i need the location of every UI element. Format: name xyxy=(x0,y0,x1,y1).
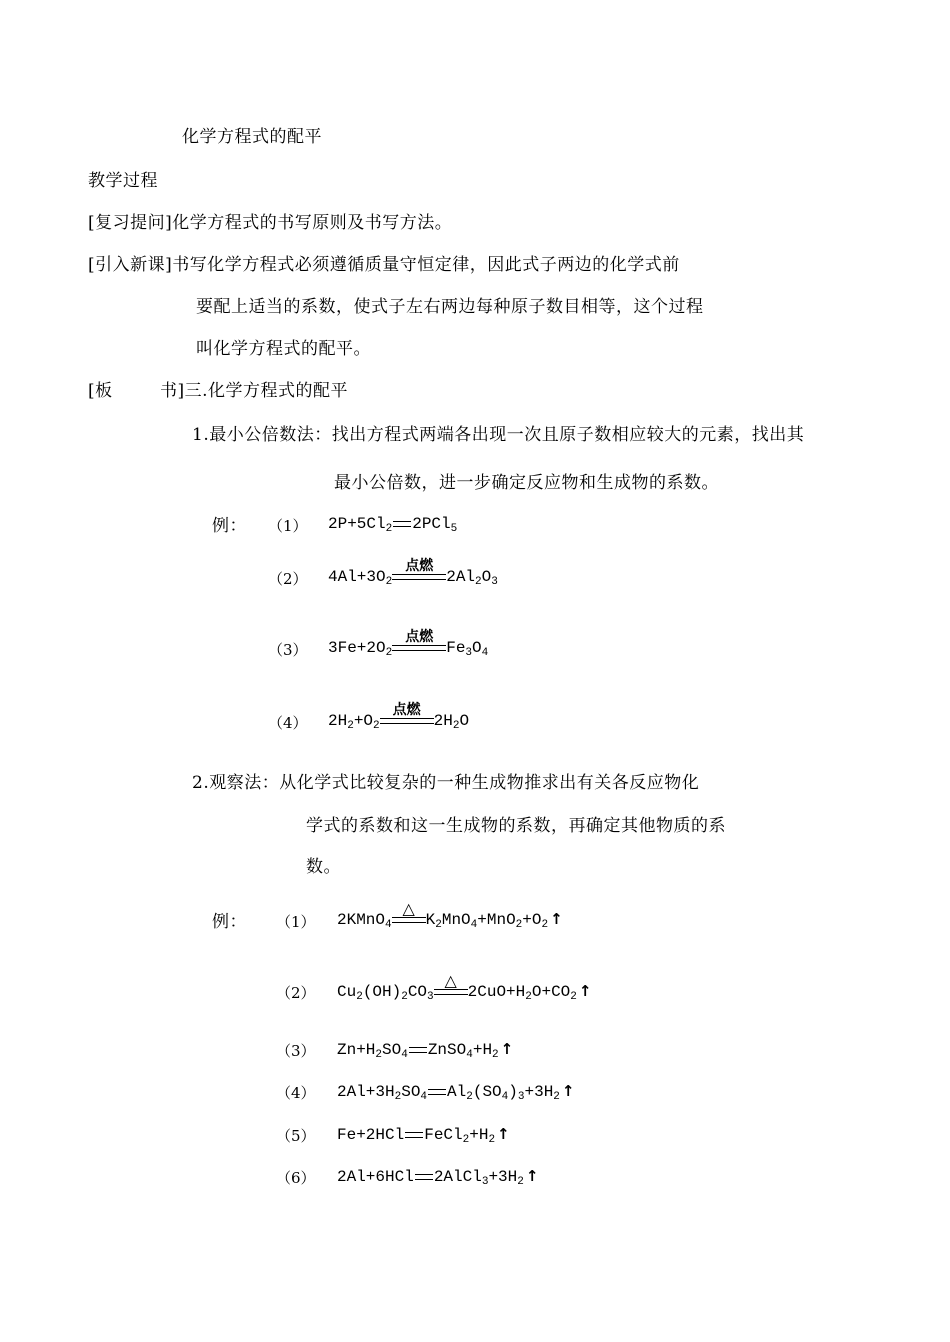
section-heading: 教学过程 xyxy=(88,171,158,191)
condition-label: 点燃 xyxy=(405,629,434,645)
review-question: [复习提问]化学方程式的书写原则及书写方法。 xyxy=(88,213,453,233)
gas-arrow-icon: ↑ xyxy=(550,910,563,928)
condition-label: 点燃 xyxy=(392,702,421,718)
method1-example-label: 例： xyxy=(212,516,247,536)
gas-arrow-icon: ↑ xyxy=(500,1040,514,1058)
method2-eq1-number: （1） xyxy=(276,913,316,931)
reaction-condition xyxy=(434,971,468,1003)
gas-arrow-icon: ↑ xyxy=(578,982,592,1000)
board-label-b: 书]三.化学方程式的配平 xyxy=(160,381,349,401)
intro-line-3: 叫化学方程式的配平。 xyxy=(196,339,371,359)
reaction-condition xyxy=(392,899,426,931)
gas-arrow-icon: ↑ xyxy=(525,1167,539,1185)
equals-sign xyxy=(428,1089,446,1095)
gas-arrow-icon: ↑ xyxy=(497,1125,510,1143)
method1-eq2-number: （2） xyxy=(268,570,308,588)
method1-eq3-number: （3） xyxy=(268,641,308,659)
method2-equation-5: Fe+2HCl $FeCl_2+H_2$ ↑ xyxy=(337,1125,510,1146)
reaction-condition xyxy=(392,629,446,659)
method2-line-1: 2.观察法：从化学式比较复杂的一种生成物推求出有关各反应物化 xyxy=(192,773,700,793)
method2-line-3: 数。 xyxy=(306,857,341,877)
heat-symbol: △ xyxy=(402,899,415,918)
method2-example-label: 例： xyxy=(212,912,247,932)
method2-eq2-number: （2） xyxy=(276,984,316,1002)
method2-equation-1: 2KMnO$_4$ △ $K_2MnO_4+MnO_2+O_2$ ↑ xyxy=(337,899,563,931)
method2-equation-4: $2Al+3H_2SO_4$ $Al_2(SO_4)_3+3H_2$ ↑ xyxy=(337,1082,575,1103)
intro-line-1: [引入新课]书写化学方程式必须遵循质量守恒定律，因此式子两边的化学式前 xyxy=(88,255,680,275)
method2-eq5-number: （5） xyxy=(276,1127,316,1145)
method1-line-1: 1.最小公倍数法：找出方程式两端各出现一次且原子数相应较大的元素，找出其 xyxy=(192,425,805,445)
page-title: 化学方程式的配平 xyxy=(182,127,322,147)
method1-eq4-number: （4） xyxy=(268,714,308,732)
gas-arrow-icon: ↑ xyxy=(561,1082,575,1100)
equals-sign xyxy=(415,1174,433,1180)
method1-equation-4: $2H_2+O_2$ 点燃 $2H_2O$ xyxy=(328,702,470,732)
method2-eq4-number: （4） xyxy=(276,1084,316,1102)
method2-eq3-number: （3） xyxy=(276,1042,316,1060)
method1-eq1-number: （1） xyxy=(268,517,308,535)
equals-sign xyxy=(409,1047,427,1053)
method2-equation-3: $Zn+H_2SO_4$ $ZnSO_4+H_2$ ↑ xyxy=(337,1040,514,1061)
reaction-condition xyxy=(380,702,434,732)
method2-equation-2: $Cu_2(OH)_2CO_3$ △ $2CuO+H_2O+CO_2$ ↑ xyxy=(337,971,592,1003)
reaction-condition xyxy=(392,558,446,588)
intro-line-2: 要配上适当的系数，使式子左右两边每种原子数目相等，这个过程 xyxy=(196,297,704,317)
heat-symbol: △ xyxy=(444,971,457,990)
method2-equation-6: 2Al+6HCl $2AlCl_3+3H_2$ ↑ xyxy=(337,1167,539,1188)
method2-eq6-number: （6） xyxy=(276,1169,316,1187)
equals-sign xyxy=(393,521,411,527)
condition-label: 点燃 xyxy=(405,558,434,574)
equals-sign xyxy=(405,1132,423,1138)
method1-equation-2: $4Al+3O_2$ 点燃 $2Al_2O_3$ xyxy=(328,558,498,588)
board-label-a: [板 xyxy=(88,381,113,401)
method1-equation-3: $3Fe+2O_2$ 点燃 $Fe_3O_4$ xyxy=(328,629,489,659)
method2-line-2: 学式的系数和这一生成物的系数，再确定其他物质的系 xyxy=(306,816,726,836)
method1-line-2: 最小公倍数，进一步确定反应物和生成物的系数。 xyxy=(334,473,719,493)
method1-equation-1: $2P+5Cl_2$ 2PCl$_5$ xyxy=(328,515,458,535)
